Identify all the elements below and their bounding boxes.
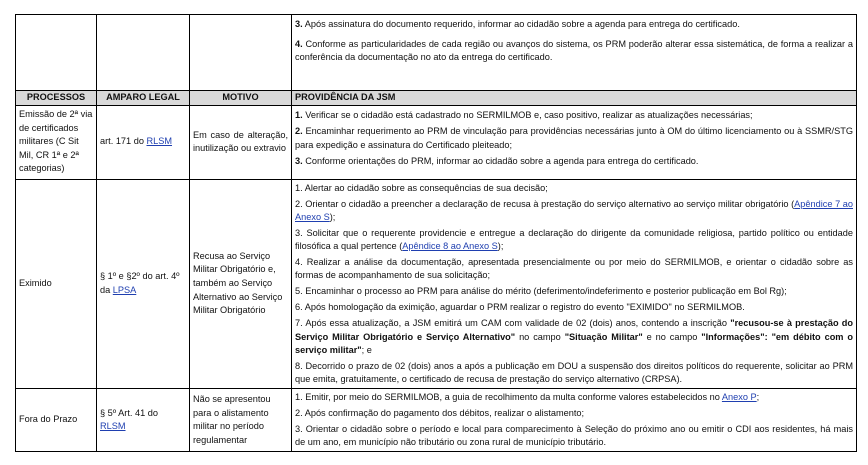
anexo-p-link[interactable]: Anexo P <box>721 391 757 402</box>
eximido-item-4: 4. Realizar a análise da documentação, apresentada presencialmente ou por meio do SERMILMOB, e orientar o cidadão sobre as formas de acompanhamento de sua solicitação; <box>295 257 853 281</box>
continuation-row <box>16 15 857 91</box>
header-motivo: MOTIVO <box>190 91 292 106</box>
amparo-cell: § 5º Art. 41 do RLSM <box>97 388 190 451</box>
eximido-item-7: 7. Após essa atualização, a JSM emitirá um CAM com validade de 02 (dois) anos, contendo a inscrição "recusou-se à prestação do Serviço Militar Obrigatório e Serviço Alternativo" no campo "Situação Militar" e no campo "Informações": "em débito com o serviço militar"; e <box>295 318 854 355</box>
amparo-cell: art. 171 do RLSM <box>97 105 190 179</box>
eximido-item-1: 1. Alertar ao cidadão sobre as consequências de sua decisão; <box>295 182 548 193</box>
header-amparo-legal: AMPARO LEGAL <box>97 91 190 106</box>
continuation-item-4: 4. Conforme as particularidades de cada região ou avanços do sistema, os PRM poderão alterar essa sistemática, de forma a realizar a conferência da documentação no ato da entrega do certificado. <box>295 38 853 63</box>
motivo-cell: Recusa ao Serviço Militar Obrigatório e, também ao Serviço Alternativo ao Serviço Militar Obrigatório <box>190 179 292 388</box>
motivo-cell: Não se apresentou para o alistamento militar no período regulamentar <box>190 388 292 451</box>
emissao-item-1: 1. Verificar se o cidadão está cadastrado no SERMILMOB e, caso positivo, realizar as atualizações necessárias; <box>295 109 753 120</box>
lpsa-link[interactable]: LPSA <box>112 284 137 295</box>
eximido-item-3: 3. Solicitar que o requerente providencie e entregue a declaração do dirigente da comunidade religiosa, partido político ou entidade filosófica a qual pertence (Apêndice 8 ao Anexo S); <box>295 227 853 251</box>
table-row-emissao <box>16 105 857 179</box>
emissao-item-2: 2. Encaminhar requerimento ao PRM de vinculação para providências necessárias junto à OM do último licenciamento ou à SSMR/STG para expedição e assinatura do Certificado pleiteado; <box>295 126 853 150</box>
continuation-providencia <box>292 15 857 91</box>
fora-item-3: 3. Orientar o cidadão sobre o período e local para comparecimento à Seleção do próximo ano ou emitir o CDI aos residentes, há mais de um ano, em município não tributário ou zona rural de município tributário. <box>295 424 853 448</box>
procedures-table <box>15 14 857 452</box>
rlsm-link[interactable]: RLSM <box>146 136 173 147</box>
header-providencia: PROVIDÊNCIA DA JSM <box>292 91 857 106</box>
table-row-fora-do-prazo <box>16 388 857 451</box>
eximido-item-8: 8. Decorrido o prazo de 02 (dois) anos a após a publicação em DOU a suspensão dos direitos políticos do requerente, solicitar ao PRM que emita, gratuitamente, o certificado de recusa de prestação do serviço alternativo (CRPSA). <box>295 360 853 384</box>
apendice-8-link[interactable]: Apêndice 8 ao Anexo S <box>402 240 498 251</box>
table-row-eximido <box>16 179 857 388</box>
header-processos: PROCESSOS <box>16 91 97 106</box>
eximido-item-6: 6. Após homologação da eximição, aguardar o PRM realizar o registro do evento "EXIMIDO" no SERMILMOB. <box>295 302 745 313</box>
processo-cell: Emissão de 2ª via de certificados militares (C Sit Mil, CR 1ª e 2ª categorias) <box>16 105 97 179</box>
continuation-item-3: 3. Após assinatura do documento requerido, informar ao cidadão sobre a agenda para entrega do certificado. <box>295 19 740 29</box>
processo-cell: Fora do Prazo <box>16 388 97 451</box>
providencia-cell <box>292 388 857 451</box>
amparo-cell: § 1º e §2º do art. 4º da LPSA <box>97 179 190 388</box>
rlsm-link[interactable]: RLSM <box>100 421 126 432</box>
fora-item-2: 2. Após confirmação do pagamento dos débitos, realizar o alistamento; <box>295 408 585 418</box>
emissao-item-3: 3. Conforme orientações do PRM, informar ao cidadão sobre a agenda para entrega do certificado. <box>295 156 699 167</box>
eximido-item-5: 5. Encaminhar o processo ao PRM para análise do mérito (deferimento/indeferimento e posterior publicação em Bol Rg); <box>295 286 787 297</box>
motivo-cell: Em caso de alteração, inutilização ou extravio <box>190 105 292 179</box>
cell-empty <box>97 15 190 91</box>
header-row <box>16 91 857 106</box>
apendice-7-link[interactable]: Apêndice 7 ao Anexo S <box>295 198 853 222</box>
cell-empty <box>16 15 97 91</box>
eximido-item-2: 2. Orientar o cidadão a preencher a declaração de recusa à prestação do serviço alternativo ao serviço militar obrigatório (Apêndice 7 ao Anexo S); <box>295 198 853 222</box>
providencia-cell <box>292 179 857 388</box>
providencia-cell <box>292 105 857 179</box>
cell-empty <box>190 15 292 91</box>
processo-cell: Eximido <box>16 179 97 388</box>
fora-item-1: 1. Emitir, por meio do SERMILMOB, a guia de recolhimento da multa conforme valores estabelecidos no Anexo P; <box>295 391 760 402</box>
